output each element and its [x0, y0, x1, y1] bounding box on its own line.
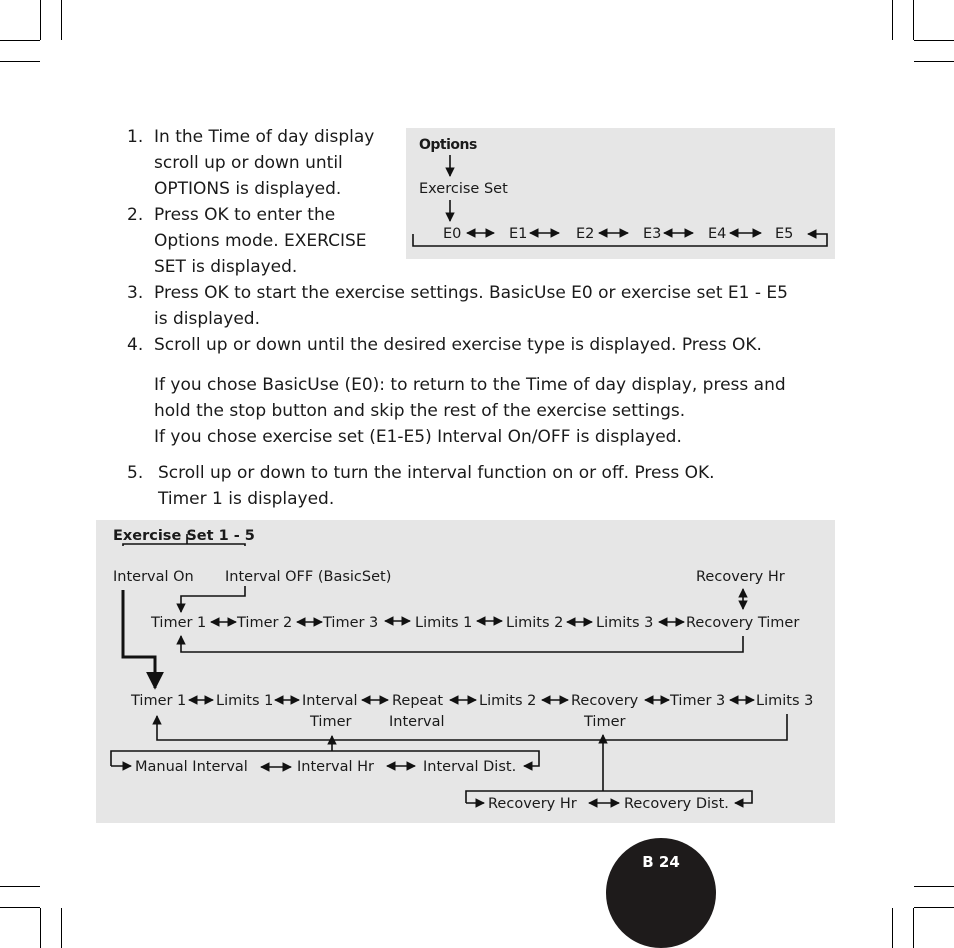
note-text: If you chose BasicUse (E0): to return to the Time of day display, press and — [154, 375, 786, 395]
on-recovery-timer-line1: Recovery — [571, 693, 639, 709]
step-number: 3. — [127, 283, 144, 303]
on-timer-1: Timer 1 — [131, 693, 187, 709]
off-limits-1: Limits 1 — [415, 615, 473, 631]
step-text: is displayed. — [154, 309, 261, 329]
recovery-hr-top-label: Recovery Hr — [696, 569, 785, 585]
manual-interval-label: Manual Interval — [135, 759, 248, 775]
recovery-dist-label: Recovery Dist. — [624, 796, 729, 812]
step-number: 2. — [127, 205, 144, 225]
title-bracket — [123, 544, 245, 546]
off-timer-2: Timer 2 — [237, 615, 293, 631]
interval-on-label: Interval On — [113, 569, 194, 585]
interval-dist-label: Interval Dist. — [423, 759, 517, 775]
step-text: Scroll up or down until the desired exercise type is displayed. Press OK. — [154, 335, 762, 355]
off-timer-1: Timer 1 — [151, 615, 207, 631]
interval-hr-label: Interval Hr — [297, 759, 375, 775]
on-recovery-timer-line2: Timer — [584, 714, 626, 730]
page-number: B 24 — [642, 853, 680, 871]
on-connector — [123, 590, 155, 688]
note-text: hold the stop button and skip the rest of the exercise settings. — [154, 401, 686, 421]
on-interval-timer-line2: Timer — [310, 714, 352, 730]
note-text: If you chose exercise set (E1-E5) Interval On/OFF is displayed. — [154, 427, 682, 447]
on-interval-timer-line1: Interval — [302, 693, 358, 709]
step-text: OPTIONS is displayed. — [154, 179, 342, 199]
loop-line — [413, 234, 827, 246]
option-item-e5: E5 — [775, 226, 794, 242]
on-limits-3: Limits 3 — [756, 693, 814, 709]
step-number: 1. — [127, 127, 144, 147]
step-text: Scroll up or down to turn the interval function on or off. Press OK. — [158, 463, 715, 483]
off-timer-3: Timer 3 — [323, 615, 379, 631]
step-text: In the Time of day display — [154, 127, 375, 147]
exercise-set-title: Exercise Set 1 - 5 — [113, 528, 255, 544]
option-item-e1: E1 — [509, 226, 528, 242]
on-timer-3: Timer 3 — [670, 693, 726, 709]
exercise-set-label: Exercise Set — [419, 181, 508, 197]
off-limits-2: Limits 2 — [506, 615, 564, 631]
step-text: scroll up or down until — [154, 153, 343, 173]
recovery-hr-label: Recovery Hr — [488, 796, 577, 812]
step-text: Press OK to start the exercise settings. BasicUse E0 or exercise set E1 - E5 — [154, 283, 788, 303]
step-text: Timer 1 is displayed. — [158, 489, 335, 509]
on-repeat-interval-line2: Interval — [389, 714, 445, 730]
on-limits-1: Limits 1 — [216, 693, 274, 709]
on-repeat-interval-line1: Repeat — [392, 693, 444, 709]
off-connector — [181, 586, 245, 612]
options-title: Options — [419, 137, 477, 153]
step-number: 4. — [127, 335, 144, 355]
step-text: SET is displayed. — [154, 257, 298, 277]
interval-off-label: Interval OFF (BasicSet) — [225, 569, 392, 585]
on-limits-2: Limits 2 — [479, 693, 537, 709]
step-number: 5. — [127, 463, 144, 483]
option-item-e4: E4 — [708, 226, 727, 242]
step-text: Options mode. EXERCISE — [154, 231, 367, 251]
step-text: Press OK to enter the — [154, 205, 336, 225]
off-limits-3: Limits 3 — [596, 615, 654, 631]
option-item-e3: E3 — [643, 226, 662, 242]
off-recovery-timer: Recovery Timer — [686, 615, 800, 631]
option-item-e0: E0 — [443, 226, 462, 242]
option-item-e2: E2 — [576, 226, 595, 242]
